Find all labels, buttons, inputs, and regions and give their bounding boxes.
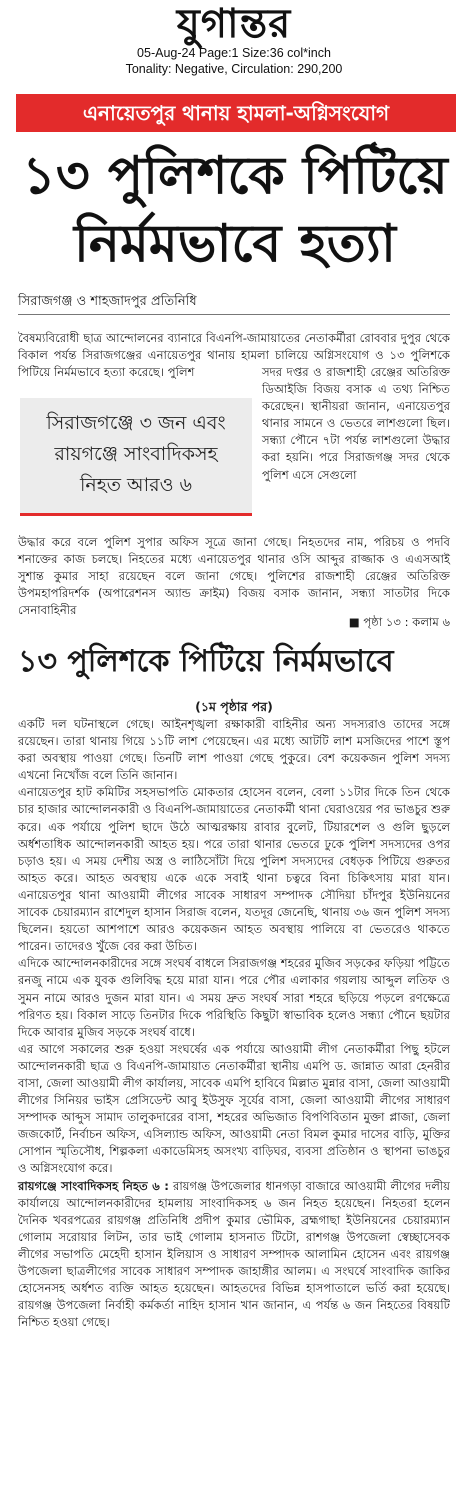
- paragraph: এর আগে সকালের শুরু হওয়া সংঘর্ষের এক পর্যায়ে আওয়ামী লীগ নেতাকর্মীরা পিছু হটলে আন্দোলনকারী ছাত্র ও বিএনপি-জামায়াত নেতাকর্মীরা স্থানীয় এমপি ড. জান্নাত আরা হেনরীর বাসা, জেলা আওয়ামী লীগ কার্যালয়, সাবেক এমপি হাবিবে মিল্লাত মুন্নার বাসা, জেলা আওয়ামী লীগের সিনিয়র ভাইস প্রেসিডেন্ট আবু ইউসুফ সূর্যের বাসা, জেলা আওয়ামী লীগের সাধারণ সম্পাদক আব্দুস সামাদ তালুকদারের বাসা, শহরের অভিজাত বিপণিবিতান মুক্তা প্লাজা, জেলা জজকোর্ট, নির্বাচন অফিস, এসিল্যান্ড অফিস, আওয়ামী নেতা বিমল কুমার দাসের বাড়ি, মুক্তির সোপান স্মৃতিসৌধ, শিল্পকলা একাডেমিসহ অসংখ্য বাড়িঘর, ব্যবসা প্রতিষ্ঠান ও স্থাপনা ভাঙচুর ও অগ্নিসংযোগ করে।: [18, 1041, 450, 1176]
- sidebar-text: [20, 408, 252, 501]
- clipping-meta-tonality: Tonality: Negative, Circulation: 290,200: [125, 62, 343, 76]
- continuation-body: [18, 716, 450, 1331]
- paragraph: একটি দল ঘটনাস্থলে গেছে। আইনশৃঙ্খলা রক্ষাকারী বাহিনীর অন্য সদস্যরাও তাদের সঙ্গে রয়েছেন। তারা থানায় গিয়ে ১১টি লাশ পেয়েছেন। এর মধ্যে আটটি লাশ মসজিদের পাশে স্তূপ করা অবস্থায় পাওয়া গেছে। তিনটি লাশ পাওয়া গেছে পুকুরে। বেশ কয়েকজন পুলিশ সদস্য এখনো নিখোঁজ বলে তিনি জানান।: [18, 717, 450, 783]
- continued-marker: ■ পৃষ্ঠা ১৩ : কলাম ৬: [348, 615, 450, 629]
- lead-paragraph-bottom: উদ্ধার করে বলে পুলিশ সুপার অফিস সূত্রে জানা গেছে। নিহতদের নাম, পরিচয় ও পদবি শনাক্তের কাজ চলছে। নিহতের মধ্যে এনায়েতপুর থানার ওসি আব্দুর রাজ্জাক ও এএসআই সুশান্ত কুমার সাহা রয়েছেন বলে জানা গেছে। পুলিশের রাজশাহী রেঞ্জের অতিরিক্ত উপমহাপরিদর্শক (অপারেশনস অ্যান্ড ক্রাইম) বিজয় বসাক জানান, সন্ধ্যা সাতটার দিকে সেনাবাহিনীর: [18, 535, 450, 618]
- lead-paragraph-top: বৈষম্যবিরোধী ছাত্র আন্দোলনের ব্যানারে বিএনপি-জামায়াতের নেতাকর্মীরা রোববার দুপুর থেকে বিকাল পর্যন্ত সিরাজগঞ্জের এনায়েতপুর থানায় হামলা চালিয়ে অগ্নিসংযোগ ও ১৩ পুলিশকে পিটিয়ে নির্মমভাবে হত্যা করেছে। পুলিশ: [18, 331, 450, 380]
- run-in-heading: রায়গঞ্জে সাংবাদিকসহ নিহত ৬ :: [18, 1178, 169, 1193]
- continued-from-label: (১ম পৃষ্ঠার পর): [195, 699, 273, 714]
- newspaper-masthead: যুগান্তর: [176, 0, 292, 47]
- headline-line-1: ১৩ পুলিশকে পিটিয়ে: [22, 146, 448, 206]
- sidebar-line: রায়গঞ্জে সাংবাদিকসহ: [54, 443, 218, 465]
- paragraph-text: রায়গঞ্জ উপজেলার ধানগড়া বাজারে আওয়ামী লীগের দলীয় কার্যালয়ে আন্দোলনকারীদের হামলায় সাংবাদিকসহ ৬ জন নিহত হয়েছেন। নিহতরা হলেন দৈনিক খবরপত্রের রায়গঞ্জ প্রতিনিধি প্রদীপ কুমার ভৌমিক, ব্রহ্মগাছা ইউনিয়নের চেয়ারম্যান গোলাম সরোয়ার লিটন, তার ভাই গোলাম হাসনাত টিটো, রাশগঞ্জ উপজেলা স্বেচ্ছাসেবক লীগের সভাপতি মেহেদী হাসান ইলিয়াস ও সাধারণ সম্পাদক আলামিন হোসেন এবং রায়গঞ্জ উপজেলা ছাত্রলীগের সাবেক সাধারণ সম্পাদক জাহাঙ্গীর আলম। এ সংঘর্ষে সাংবাদিক জাকির হোসেনসহ অর্ধশত ব্যক্তি আহত হয়েছেন। আহতদের বিভিন্ন হাসপাতালে ভর্তি করা হয়েছে। রায়গঞ্জ উপজেলা নির্বাহী কর্মকর্তা নাহিদ হাসান খান জানান, এ পর্যন্ত ৬ জন নিহতের বিষয়টি নিশ্চিত হওয়া গেছে।: [18, 1178, 450, 1330]
- continuation-headline: ১৩ পুলিশকে পিটিয়ে নির্মমভাবে: [18, 644, 394, 679]
- lead-paragraph-right-column: সদর দপ্তর ও রাজশাহী রেঞ্জের অতিরিক্ত ডিআইজি বিজয় বসাক এ তথ্য নিশ্চিত করেছেন। স্থানীয়রা জানান, এনায়েতপুর থানার সামনে ও ভেতরে লাশগুলো ছিল। সন্ধ্যা পৌনে ৭টা পর্যন্ত লাশগুলো উদ্ধার করা হয়নি। পরে সিরাজগঞ্জ সদর থেকে পুলিশ এসে সেগুলো: [262, 365, 450, 482]
- paragraph-raiganj: [18, 1178, 450, 1332]
- headline-kicker: এনায়েতপুর থানায় হামলা-অগ্নিসংযোগ: [16, 94, 456, 132]
- headline-line-2: নির্মমভাবে হত্যা: [74, 214, 396, 274]
- byline: সিরাজগঞ্জ ও শাহজাদপুর প্রতিনিধি: [18, 293, 450, 315]
- paragraph: এনায়েতপুর হাট কমিটির সহসভাপতি মোকতার হোসেন বলেন, বেলা ১১টার দিকে তিন থেকে চার হাজার আন্দোলনকারী ও বিএনপি-জামায়াতের নেতাকর্মী থানা ঘেরাওয়ের পর ভাঙচুর শুরু করে। এক পর্যায়ে পুলিশ ছাদে উঠে আত্মরক্ষায় রাবার বুলেট, টিয়ারশেল ও গুলি ছুড়লে অর্ধশতাধিক আন্দোলনকারী আহত হয়। পরে তারা থানার ভেতরে ঢুকে পুলিশ সদস্যদের ওপর চড়াও হয়। এ সময় দেশীয় অস্ত্র ও লাঠিসোঁটা দিয়ে পুলিশ সদস্যদের বেধড়ক পিটিয়ে গুরুতর আহত করে। আহত অবস্থায় একে একে সবাই থানা চত্বরে বিনা চিকিৎসায় মারা যান। এনায়েতপুর থানা আওয়ামী লীগের সাবেক সাধারণ সম্পাদক সৌদিয়া চাঁদপুর ইউনিয়নের সাবেক চেয়ারম্যান রাশেদুল হাসান সিরাজ বলেন, যতদূর জেনেছি, থানায় ৩৬ জন পুলিশ সদস্য ছিলেন। হয়তো আশপাশে আরও কয়েকজন আহত অবস্থায় পালিয়ে বা ভেতরেও থাকতে পারেন। তাদেরও খুঁজে বের করা উচিত।: [18, 785, 450, 954]
- sidebar-line: নিহত আরও ৬: [79, 474, 193, 496]
- sidebar-line: সিরাজগঞ্জে ৩ জন এবং: [46, 412, 226, 434]
- clipping-meta-date-size: 05-Aug-24 Page:1 Size:36 col*inch: [137, 46, 331, 60]
- paragraph: এদিকে আন্দোলনকারীদের সঙ্গে সংঘর্ষ বাধলে সিরাজগঞ্জ শহরের মুজিব সড়কের ফড়িয়া পট্টিতে রনজু নামে এক যুবক গুলিবিদ্ধ হয়ে মারা যান। পরে পৌর এলাকার গয়লায় আব্দুল লতিফ ও সুমন নামে আরও দুজন মারা যান। এ সময় দ্রুত সংঘর্ষ সারা শহরে ছড়িয়ে পড়লে রণক্ষেত্রে পরিণত হয়। বিকাল সাড়ে তিনটার দিকে পরিস্থিতি কিছুটা স্বাভাবিক হলেও সন্ধ্যা পৌনে ছয়টার দিকে আবার মুজিব সড়কে সংঘর্ষ বাধে।: [18, 956, 450, 1039]
